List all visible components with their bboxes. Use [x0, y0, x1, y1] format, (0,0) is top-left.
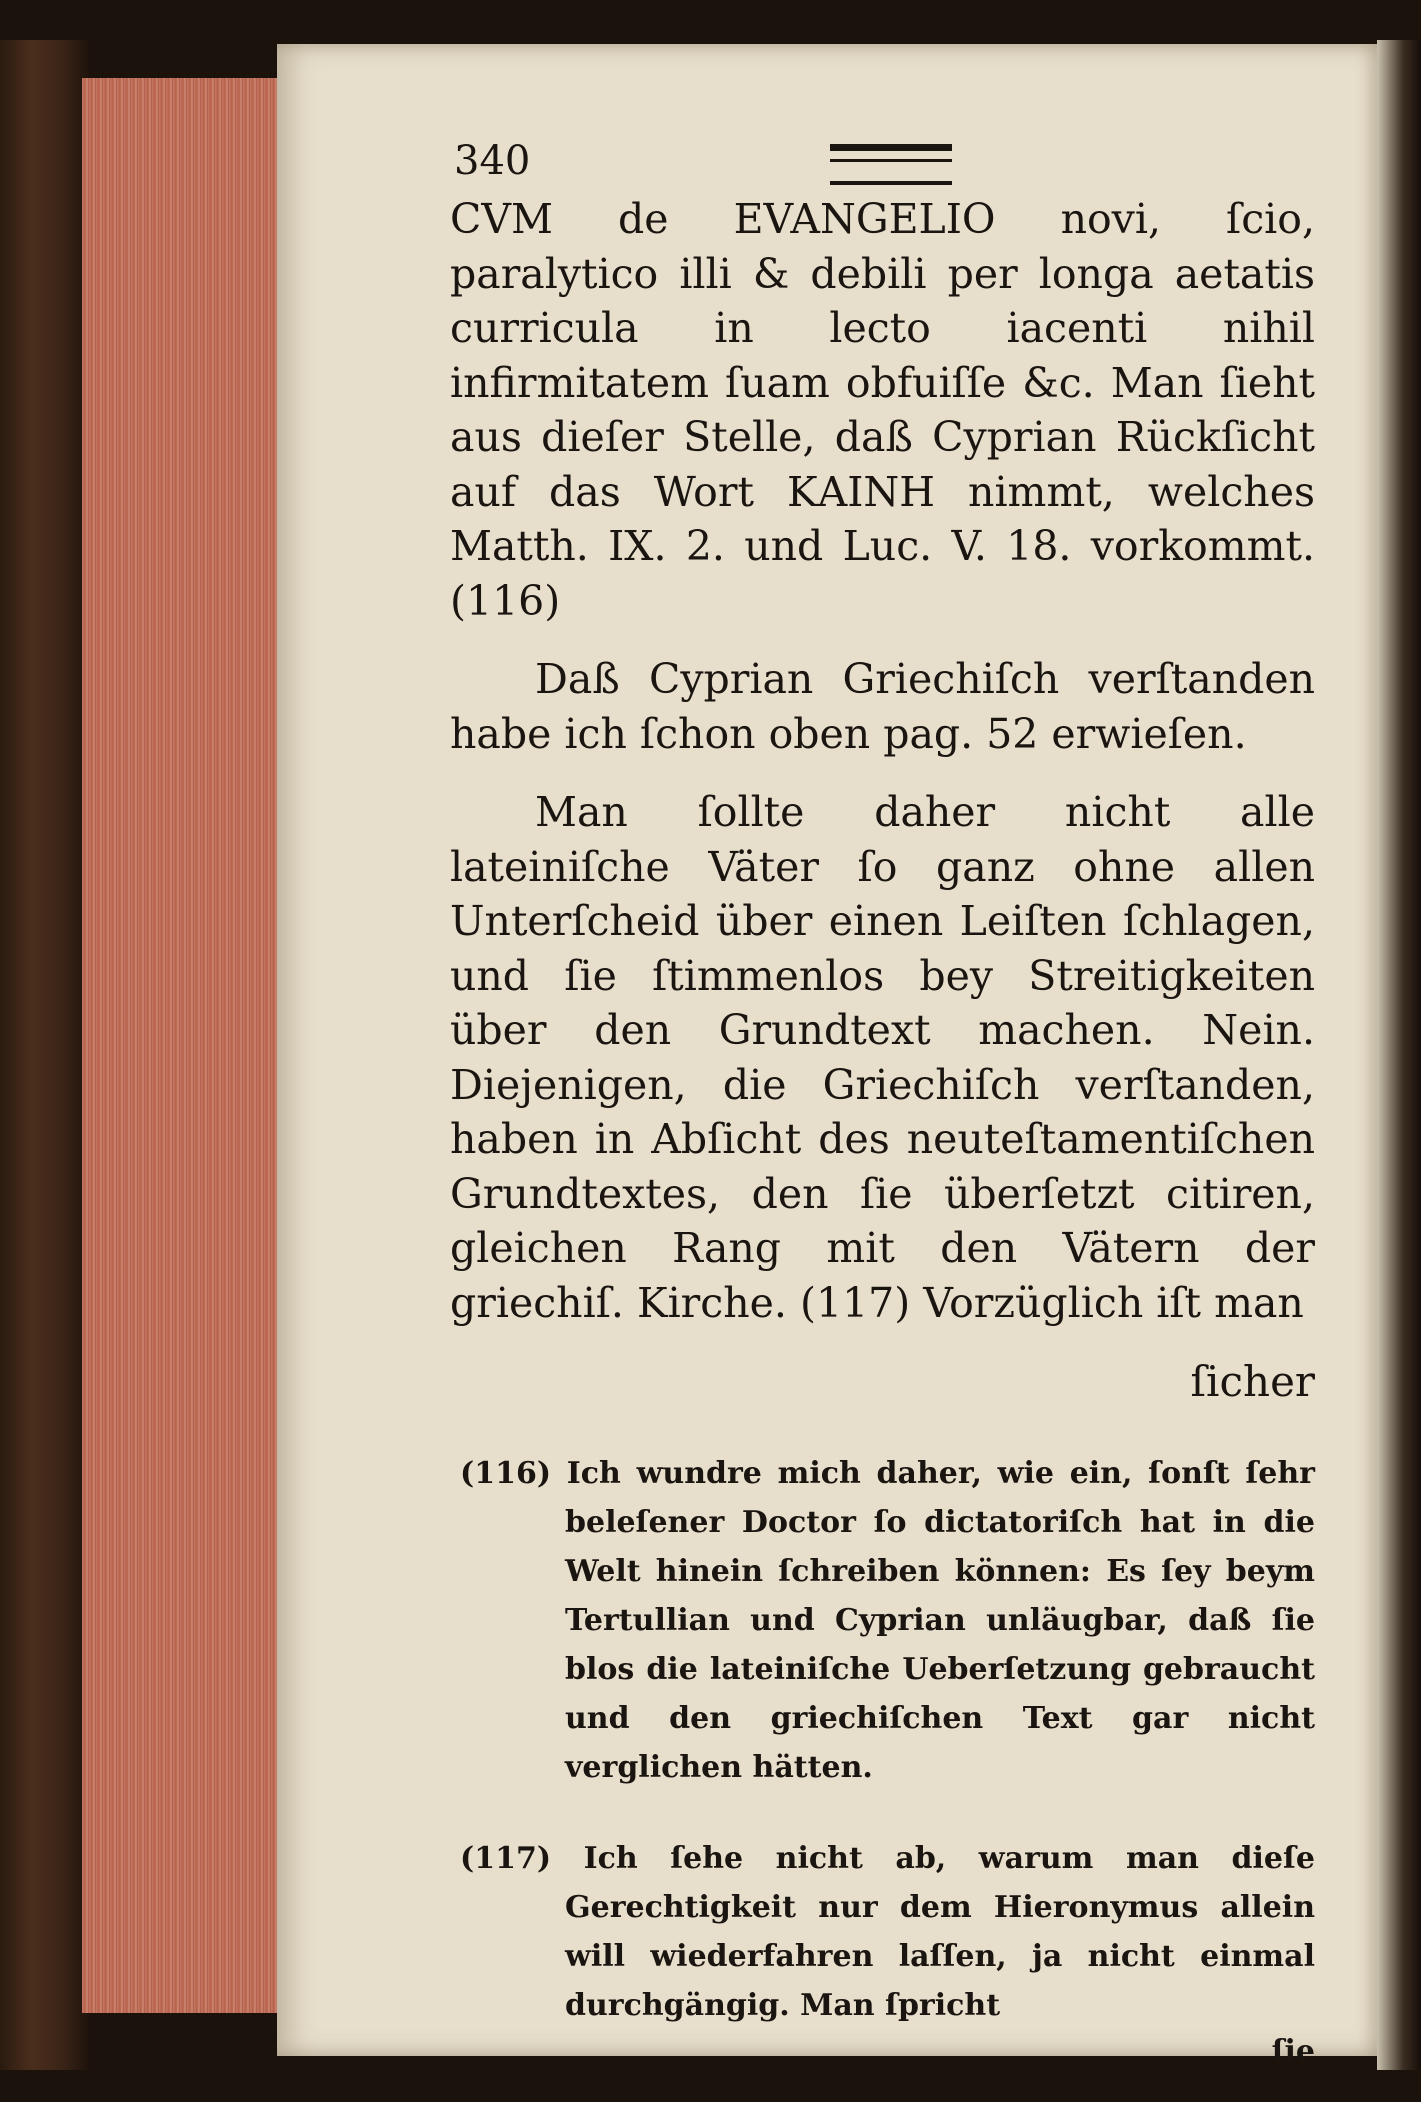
page-number: 340	[454, 138, 531, 184]
page-header	[450, 130, 1315, 192]
book-binding	[0, 40, 90, 2070]
paragraph-2: Daß Cyprian Griechiſch verſtanden habe ich ſchon oben pag. 52 erwieſen.	[450, 655, 1315, 758]
paragraph-1: CVM de EVANGELIO novi, ſcio, paralytico illi & debili per longa aetatis curricula in lecto iacenti nihil infirmitatem ſuam obfuiſſe &c. Man ſieht aus dieſer Stelle, daß Cyprian Rückſicht auf das Wort ΚΑΙΝΗ nimmt, welches Matth. IX. 2. und Luc. V. 18. vorkommt. (116)	[450, 195, 1315, 625]
paragraph-3: Man ſollte daher nicht alle lateiniſche Väter ſo ganz ohne allen Unterſcheid über einen Leiſten ſchlagen, und ſie ſtimmenlos bey Streitigkeiten über den Grundtext machen. Nein. Diejenigen, die Griechiſch verſtanden, haben in Abſicht des neuteſtamentiſchen Grundtextes, den ſie überſetzt citiren, gleichen Rang mit den Vätern der griechiſ. Kirche. (117) Vorzüglich iſt man	[450, 788, 1315, 1327]
page-gutter	[1377, 40, 1421, 2070]
footnote-117: (117) Ich ſehe nicht ab, warum man dieſe Gerechtigkeit nur dem Hieronymus allein will wiederfahren laſſen, ja nicht einmal durchgängig. Man ſpricht	[460, 1841, 1315, 2023]
page-content	[450, 130, 1315, 2069]
header-rule	[830, 144, 952, 185]
footnote-catchword: ſie	[1271, 2034, 1315, 2069]
footnote-116: (116) Ich wundre mich daher, wie ein, ſonſt ſehr beleſener Doctor ſo dictatoriſch hat in die Welt hinein ſchreiben können: Es ſey beym Tertullian und Cyprian unläugbar, daß ſie blos die lateiniſche Ueberſetzung gebraucht und den griechiſchen Text gar nicht verglichen hätten.	[460, 1456, 1315, 1785]
catchword: ſicher	[1190, 1357, 1315, 1406]
page-edges	[82, 78, 279, 2013]
